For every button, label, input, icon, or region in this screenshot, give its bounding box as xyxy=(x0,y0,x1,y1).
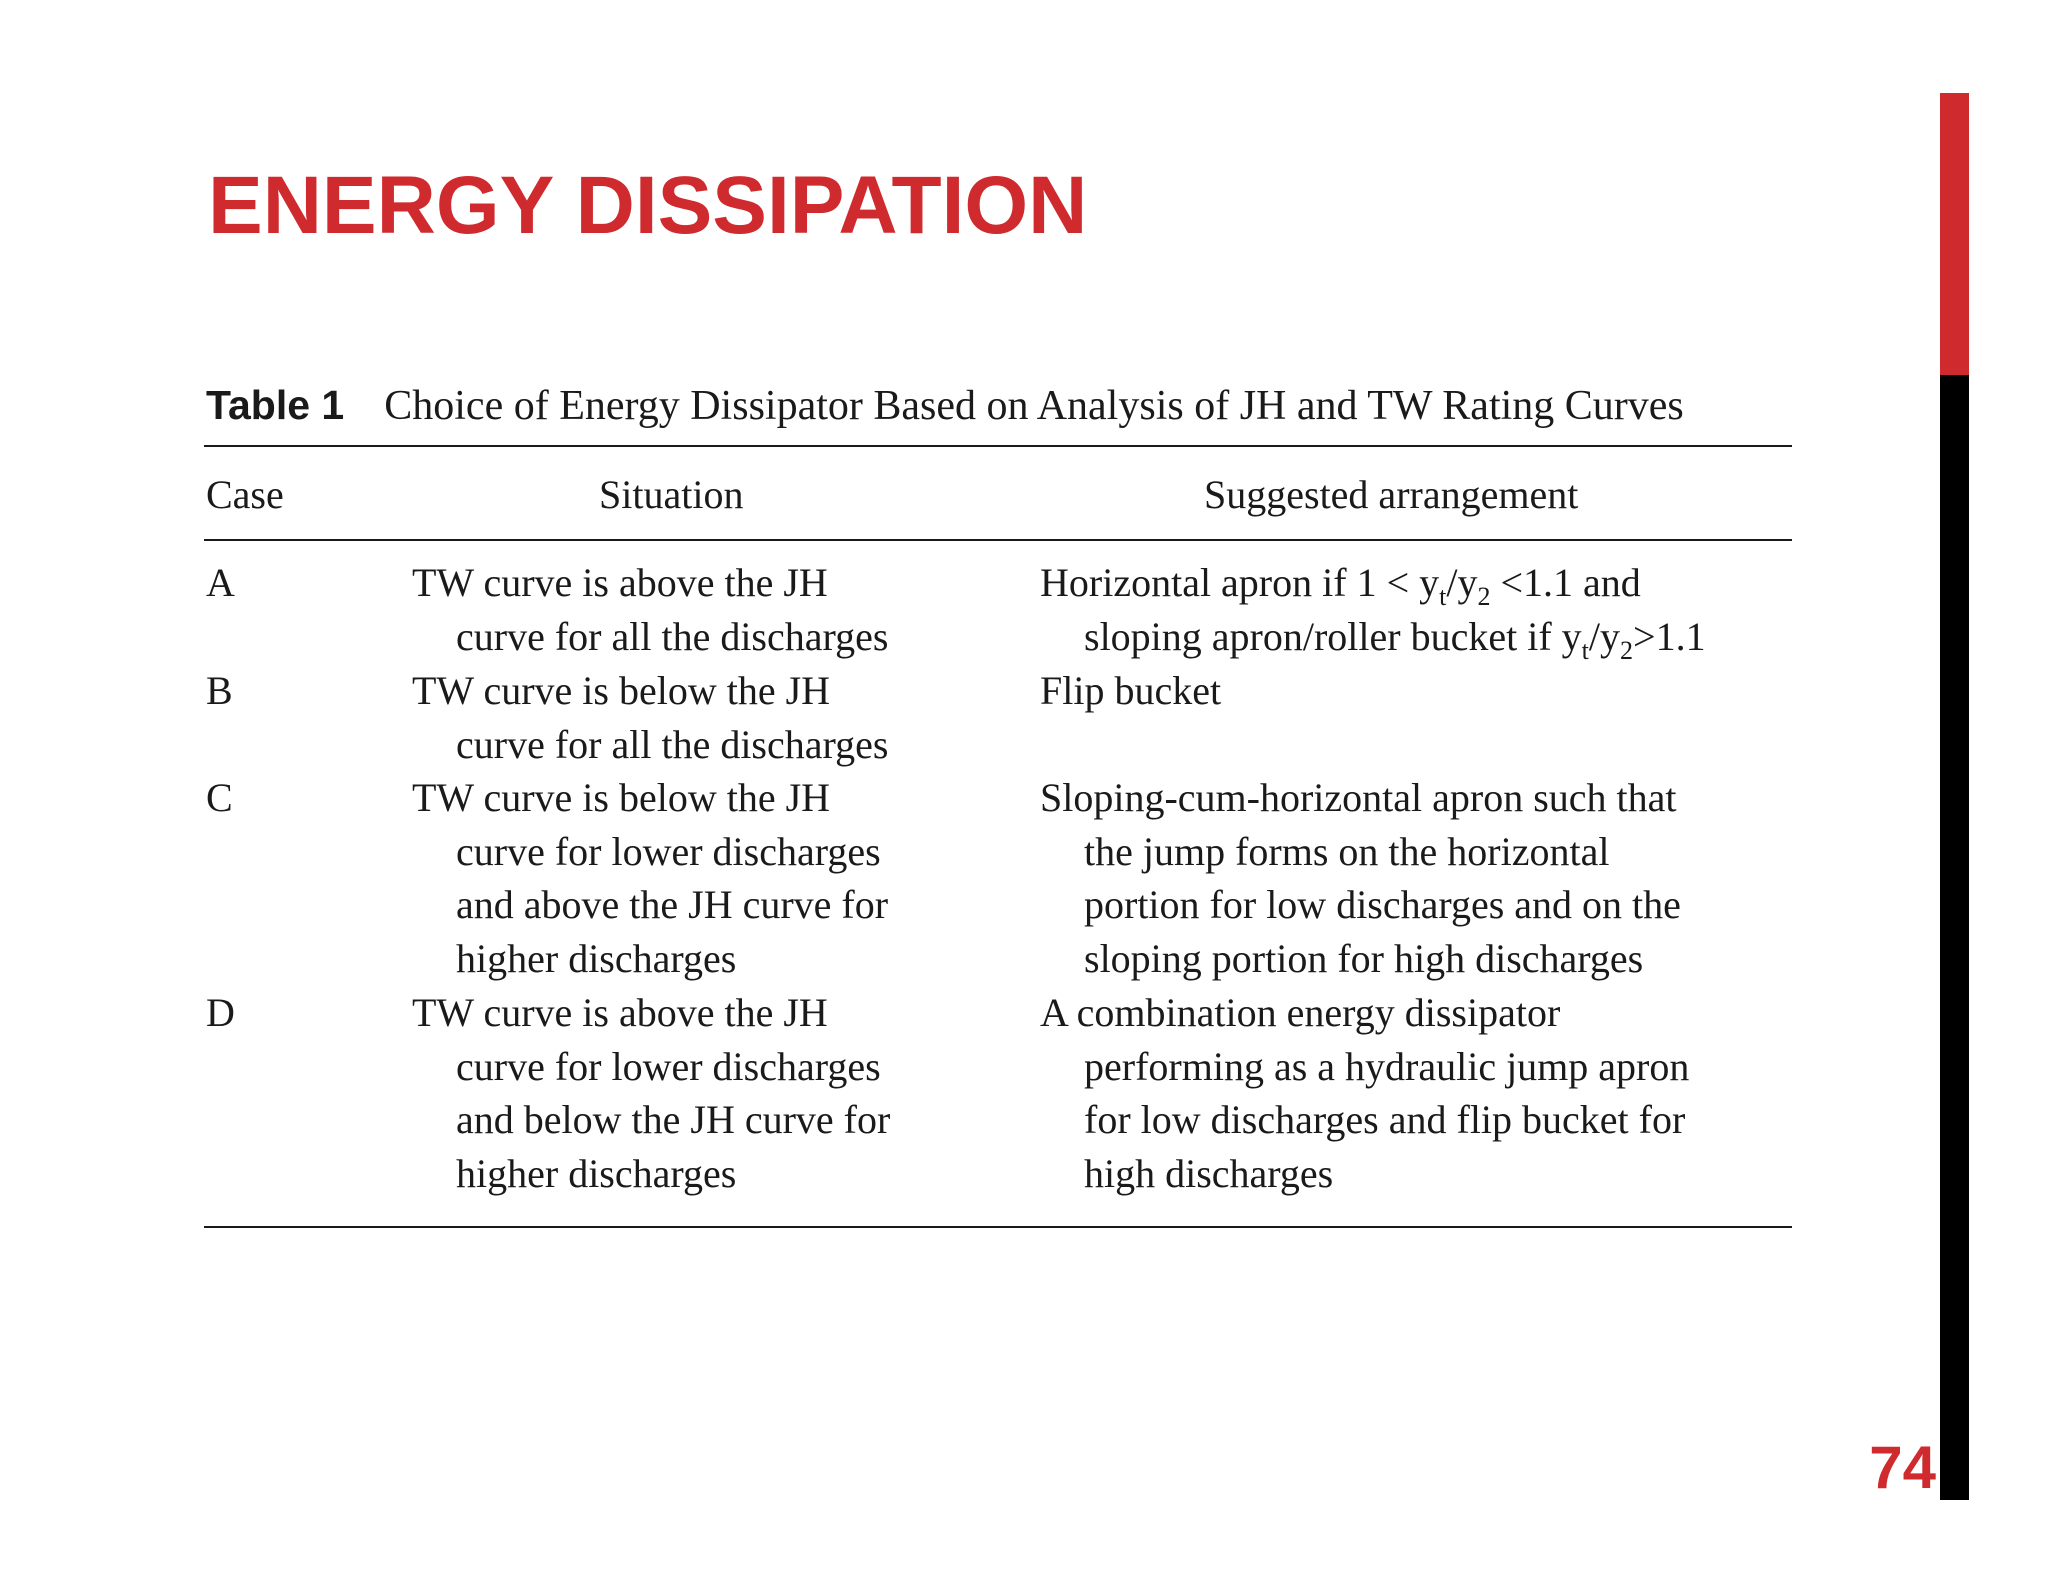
row-a-case: A xyxy=(206,560,235,605)
row-d-case: D xyxy=(206,990,235,1035)
row-b-situation-line-2: curve for all the discharges xyxy=(456,722,889,767)
row-c-situation-line-1: TW curve is below the JH xyxy=(412,775,831,820)
row-d-situation-line-4: higher discharges xyxy=(456,1151,737,1196)
table-header-row xyxy=(204,447,1792,539)
row-d-suggested-line-3: for low discharges and flip bucket for xyxy=(1084,1097,1686,1142)
energy-dissipator-table xyxy=(204,375,1792,1228)
row-c-suggested-line-2: the jump forms on the horizontal xyxy=(1084,829,1610,874)
row-c-situation-line-3: and above the JH curve for xyxy=(456,882,889,927)
header-case: Case xyxy=(206,472,284,517)
table-caption-text: Choice of Energy Dissipator Based on Analysis of JH and TW Rating Curves xyxy=(384,383,1684,429)
accent-bar-red xyxy=(1940,93,1969,375)
header-situation: Situation xyxy=(599,472,744,517)
table-bottom-rule xyxy=(204,1226,1792,1228)
row-d-situation-line-1: TW curve is above the JH xyxy=(412,990,828,1035)
row-c-suggested-line-1: Sloping-cum-horizontal apron such that xyxy=(1040,775,1677,820)
accent-bar-black xyxy=(1940,375,1969,1500)
row-c-case: C xyxy=(206,775,233,820)
table-label: Table 1 xyxy=(206,382,345,428)
row-a-suggested-line-2: sloping apron/roller bucket if $y_t/y_2>1.1$ xyxy=(1084,614,1706,665)
row-d-suggested-line-1: A combination energy dissipator xyxy=(1040,990,1561,1035)
header-suggested-arrangement: Suggested arrangement xyxy=(1204,472,1579,517)
row-c-situation-line-2: curve for lower discharges xyxy=(456,829,881,874)
page-number: 74 xyxy=(1869,1434,1936,1501)
slide-title: ENERGY DISSIPATION xyxy=(208,160,1088,251)
row-c-suggested-line-3: portion for low discharges and on the xyxy=(1084,882,1681,927)
row-a-suggested-line-1: Horizontal apron if $1 < y_t/y_2 <1.1$ and xyxy=(1040,560,1641,611)
table-caption xyxy=(204,375,1792,445)
row-a-situation-line-2: curve for all the discharges xyxy=(456,614,889,659)
row-c-situation-line-4: higher discharges xyxy=(456,936,737,981)
row-d-suggested-line-2: performing as a hydraulic jump apron xyxy=(1084,1044,1690,1089)
row-b-case: B xyxy=(206,668,233,713)
table-body xyxy=(204,541,1792,1226)
row-c-suggested-line-4: sloping portion for high discharges xyxy=(1084,936,1644,981)
row-a-situation-line-1: TW curve is above the JH xyxy=(412,560,828,605)
row-d-situation-line-2: curve for lower discharges xyxy=(456,1044,881,1089)
row-b-situation-line-1: TW curve is below the JH xyxy=(412,668,831,713)
row-b-suggested-line-1: Flip bucket xyxy=(1040,668,1222,713)
row-d-suggested-line-4: high discharges xyxy=(1084,1151,1334,1196)
row-d-situation-line-3: and below the JH curve for xyxy=(456,1097,891,1142)
